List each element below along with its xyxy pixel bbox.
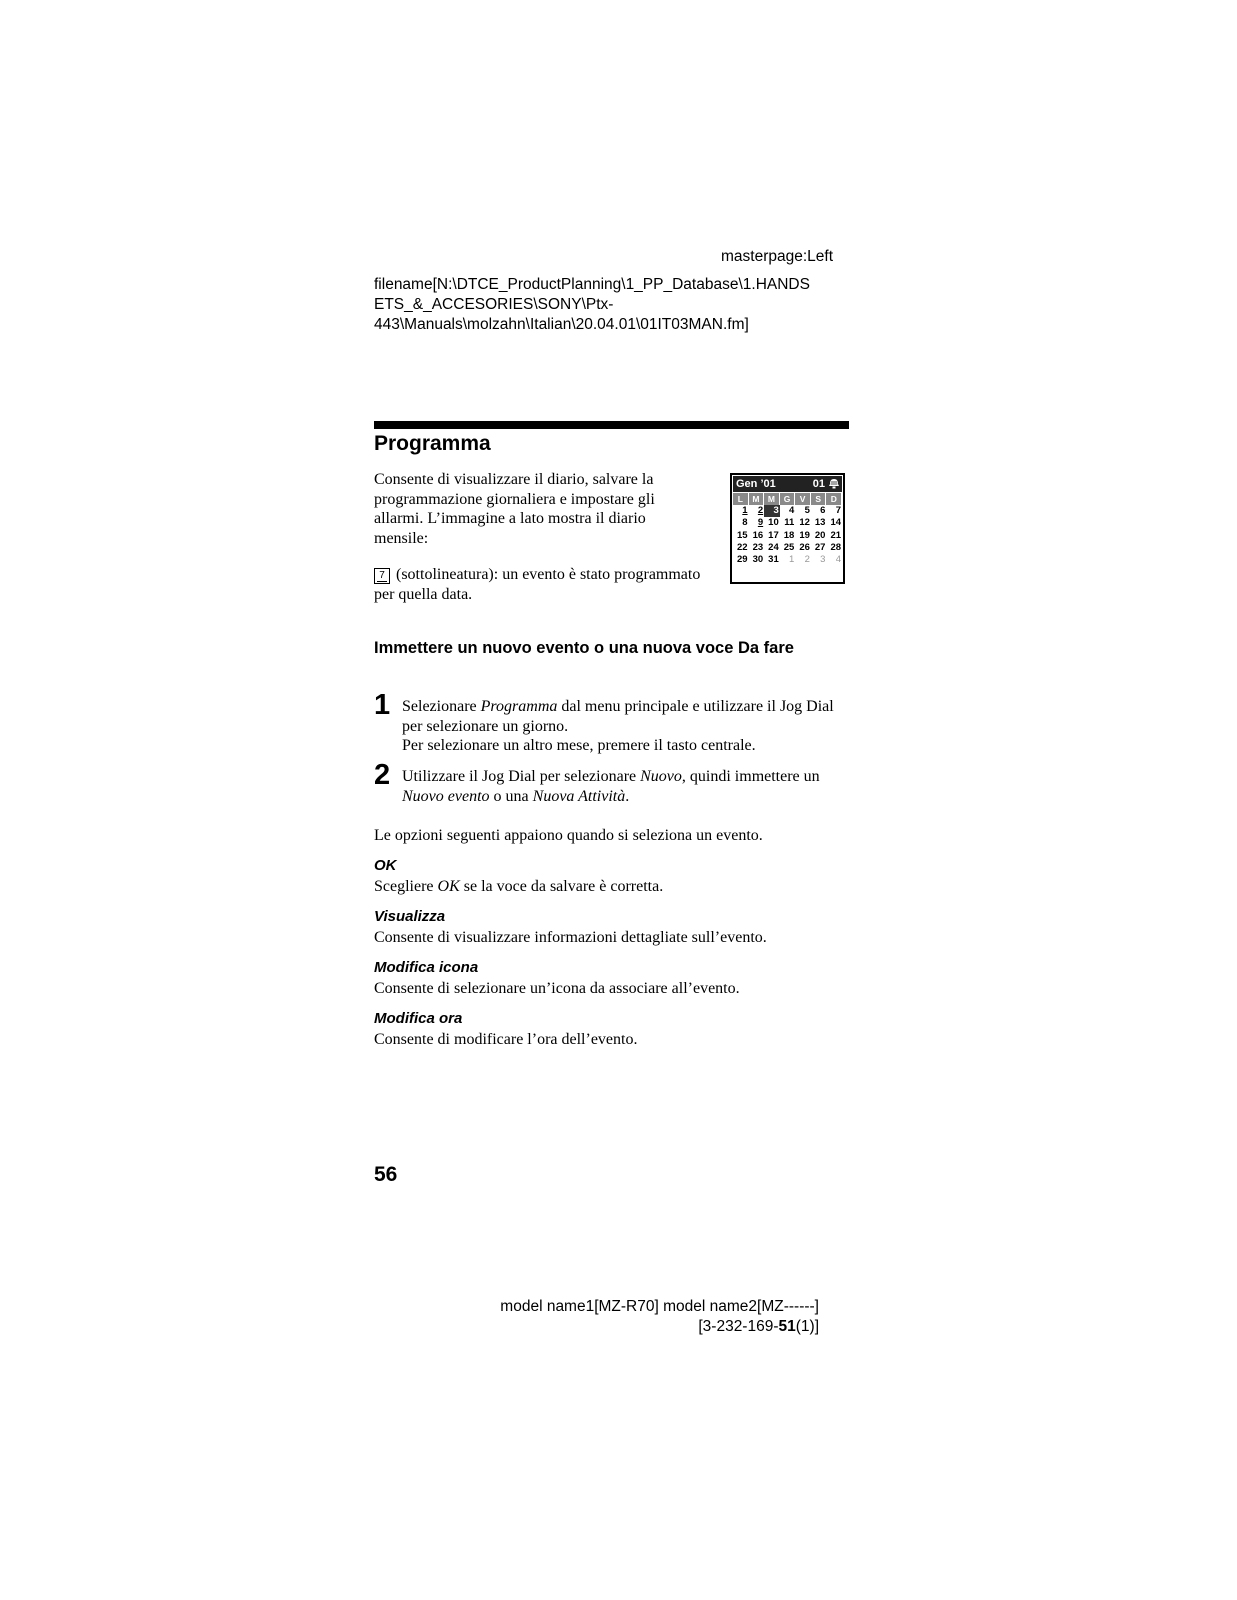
step-text-part: Utilizzare il Jog Dial per selezionare (402, 768, 641, 785)
intro-paragraph: Consente di visualizzare il diario, salvare la programmazione giornaliera e impostare gli allarmi. L’immagine a lato mostra il diario mensile: (374, 471, 655, 547)
calendar-date: 14 (830, 517, 842, 529)
step-text-emphasis: Nuovo evento (402, 787, 490, 805)
calendar-date: 15 (737, 529, 748, 541)
step-text-emphasis: Nuova Attività (532, 787, 626, 805)
weekday-label: S (811, 493, 827, 505)
calendar-date: 22 (737, 541, 748, 553)
weekday-label: L (733, 493, 749, 505)
option-visualizza (374, 907, 849, 948)
calendar-date: 17 (768, 529, 779, 541)
filename-line: ETS_&_ACCESORIES\SONY\Ptx- (374, 296, 614, 313)
option-term: Modifica icona (374, 959, 479, 976)
footer (500, 1297, 819, 1337)
calendar-date: 8 (742, 517, 748, 529)
step-text-emphasis: Programma (480, 698, 558, 715)
option-description-part: se la voce da salvare è corretta. (459, 878, 664, 895)
calendar-date: 26 (799, 541, 810, 553)
calendar-date: 9 (757, 517, 764, 529)
calendar-date: 21 (830, 529, 842, 541)
step-text-part: . (625, 787, 630, 805)
calendar-date: 27 (814, 541, 826, 553)
step-text-part: Selezionare (402, 698, 481, 715)
calendar-date: 7 (835, 505, 842, 517)
footer-code-part: (1)] (795, 1318, 819, 1335)
step-text-part: , quindi immettere un (681, 768, 820, 785)
step-text-part: o una (489, 787, 533, 805)
calendar-date: 18 (783, 529, 795, 541)
section-title: Programma (374, 432, 491, 455)
weekday-label: G (780, 493, 796, 505)
step-2 (374, 759, 849, 806)
calendar-week-row (733, 554, 842, 566)
weekday-label: V (795, 493, 811, 505)
calendar-week-row (733, 505, 842, 517)
calendar-week-row (733, 542, 842, 554)
calendar-week-row (733, 530, 842, 542)
step-text (402, 697, 849, 756)
step-text-part: dal menu principale e utilizzare il Jog Dial per selezionare un giorno. (402, 698, 834, 735)
weekday-label: D (826, 493, 842, 505)
step-1 (374, 689, 849, 756)
alarm-bell-icon (828, 478, 840, 489)
masterpage-label: masterpage:Left (720, 248, 833, 265)
calendar-date: 13 (814, 517, 826, 529)
calendar-date: 30 (752, 553, 764, 565)
option-term: OK (374, 857, 397, 874)
calendar-date: 20 (814, 529, 826, 541)
option-term: Modifica ora (374, 1010, 463, 1027)
footer-code-bold: 51 (778, 1318, 796, 1335)
section-rule (374, 421, 849, 429)
calendar-date: 5 (804, 505, 810, 517)
step-number: 1 (374, 689, 391, 721)
calendar-date: 1 (742, 505, 748, 517)
calendar-date: 23 (752, 541, 764, 553)
legend-paragraph (374, 565, 704, 604)
calendar-date: 25 (783, 541, 795, 553)
calendar-header (733, 476, 842, 492)
calendar-month: Gen ’01 (736, 478, 776, 490)
filename-line: filename[N:\DTCE_ProductPlanning\1_PP_Database\1.HANDS (374, 276, 810, 293)
option-modifica-ora (374, 1009, 849, 1050)
page-number: 56 (374, 1163, 398, 1186)
calendar-week-row (733, 517, 842, 529)
option-description-emphasis: OK (437, 878, 460, 895)
calendar-date: 4 (789, 505, 795, 517)
option-modifica-icona (374, 958, 849, 999)
calendar-date: 29 (737, 553, 748, 565)
step-number: 2 (374, 759, 391, 791)
calendar-date: 6 (820, 505, 826, 517)
legend-text: (sottolineatura): un evento è stato programmato per quella data. (374, 566, 701, 603)
calendar-date-next-month: 4 (835, 553, 842, 565)
calendar-date: 28 (830, 541, 842, 553)
subsection-title: Immettere un nuovo evento o una nuova voce Da fare (374, 639, 794, 657)
options-intro: Le opzioni seguenti appaiono quando si seleziona un evento. (374, 827, 763, 844)
calendar-date: 11 (784, 517, 795, 529)
calendar-screen (730, 473, 845, 584)
calendar-date: 12 (799, 517, 810, 529)
calendar-date: 2 (757, 505, 764, 517)
calendar-date: 31 (768, 553, 779, 565)
footer-code-part: [3-232-169- (698, 1318, 779, 1335)
calendar-grid (733, 493, 842, 566)
footer-code-line (500, 1317, 819, 1337)
calendar-day: 01 (812, 478, 825, 490)
option-ok (374, 856, 849, 897)
option-description (374, 877, 849, 897)
calendar-weekday-row (733, 493, 842, 505)
calendar-date: 10 (768, 517, 779, 529)
calendar-date-next-month: 3 (820, 553, 826, 565)
step-text-emphasis: Nuovo (640, 768, 682, 785)
footer-model-line: model name1[MZ-R70] model name2[MZ------] (500, 1298, 819, 1315)
calendar-date-next-month: 1 (789, 553, 795, 565)
weekday-label: M (749, 493, 765, 505)
option-description: Consente di visualizzare informazioni dettagliate sull’evento. (374, 929, 767, 946)
filename-line: 443\Manuals\molzahn\Italian\20.04.01\01IT03MAN.fm] (374, 316, 749, 333)
calendar-date: 24 (768, 541, 779, 553)
weekday-label: M (764, 493, 780, 505)
option-description-part: Scegliere (374, 878, 438, 895)
option-description: Consente di selezionare un’icona da associare all’evento. (374, 980, 740, 997)
filename-label (374, 275, 844, 335)
calendar-date-next-month: 2 (804, 553, 810, 565)
calendar-date: 16 (752, 529, 764, 541)
option-term: Visualizza (374, 908, 446, 925)
calendar-date-selected: 3 (764, 505, 780, 517)
underlined-date-icon: 7 (374, 568, 390, 584)
step-text-part: Per selezionare un altro mese, premere il tasto centrale. (402, 737, 756, 754)
step-text (402, 767, 849, 806)
option-description: Consente di modificare l’ora dell’evento. (374, 1031, 638, 1048)
calendar-date: 19 (799, 529, 810, 541)
